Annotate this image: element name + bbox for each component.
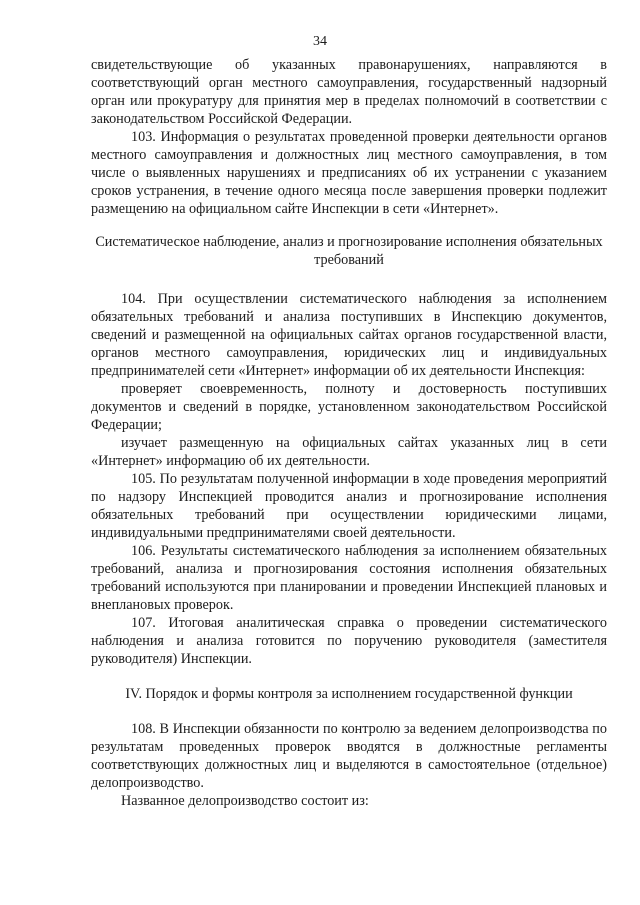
section-iv-heading: IV. Порядок и формы контроля за исполнением государственной функции xyxy=(125,686,573,702)
page-number: 34 xyxy=(313,34,327,49)
paragraph-104-item-a: проверяет своевременность, полноту и достоверность поступивших документов и сведений в порядке, установленном законодательством Российской Федерации; xyxy=(91,381,607,433)
paragraph-104: 104. При осуществлении систематического наблюдения за исполнением обязательных требований и анализа поступивших в Инспекцию документов, сведений и размещенной на официальных сайтах органов государственной власти, органов местного самоуправления, юридических лиц и индивидуальных предпринимателей сети «Интернет» информации об их деятельности Инспекция: xyxy=(91,291,607,379)
section-heading: Систематическое наблюдение, анализ и прогнозирование исполнения обязательных требований xyxy=(95,234,603,268)
paragraph-105: 105. По результатам полученной информации в ходе проведения мероприятий по надзору Инспекцией проводится анализ и прогнозирование исполнения обязательных требований при осуществлении юридическими лицами, индивидуальными предпринимателями своей деятельности. xyxy=(91,471,607,541)
paragraph-103: 103. Информация о результатах проведенной проверки деятельности органов местного самоуправления и должностных лиц местного самоуправления, в том числе о выявленных нарушениях и предписаниях об их устранении с указанием сроков устранения, в течение одного месяца после завершения проверки подлежит размещению на официальном сайте Инспекции в сети «Интернет». xyxy=(91,129,607,217)
paragraph-106: 106. Результаты систематического наблюдения за исполнением обязательных требований, анализа и прогнозирования состояния исполнения обязательных требований используются при планировании и проведении Инспекцией плановых и внеплановых проверок. xyxy=(91,543,607,613)
paragraph-108: 108. В Инспекции обязанности по контролю за ведением делопроизводства по результатам проведенных проверок вводятся в должностные регламенты соответствующих должностных лиц и выделяются в самостоятельное (отдельное) делопроизводство. xyxy=(91,721,607,791)
paragraph-continuation: свидетельствующие об указанных правонарушениях, направляются в соответствующий орган местного самоуправления, государственный надзорный орган или прокуратуру для принятия мер в пределах полномочий в соответствии с законодательством Российской Федерации. xyxy=(91,57,607,127)
paragraph-104-item-b: изучает размещенную на официальных сайтах указанных лиц в сети «Интернет» информацию об их деятельности. xyxy=(91,435,607,469)
document-body xyxy=(91,56,607,810)
paragraph-107: 107. Итоговая аналитическая справка о проведении систематического наблюдения и анализа готовится по поручению руководителя (заместителя руководителя) Инспекции. xyxy=(91,615,607,667)
paragraph-108-intro: Названное делопроизводство состоит из: xyxy=(121,793,369,809)
